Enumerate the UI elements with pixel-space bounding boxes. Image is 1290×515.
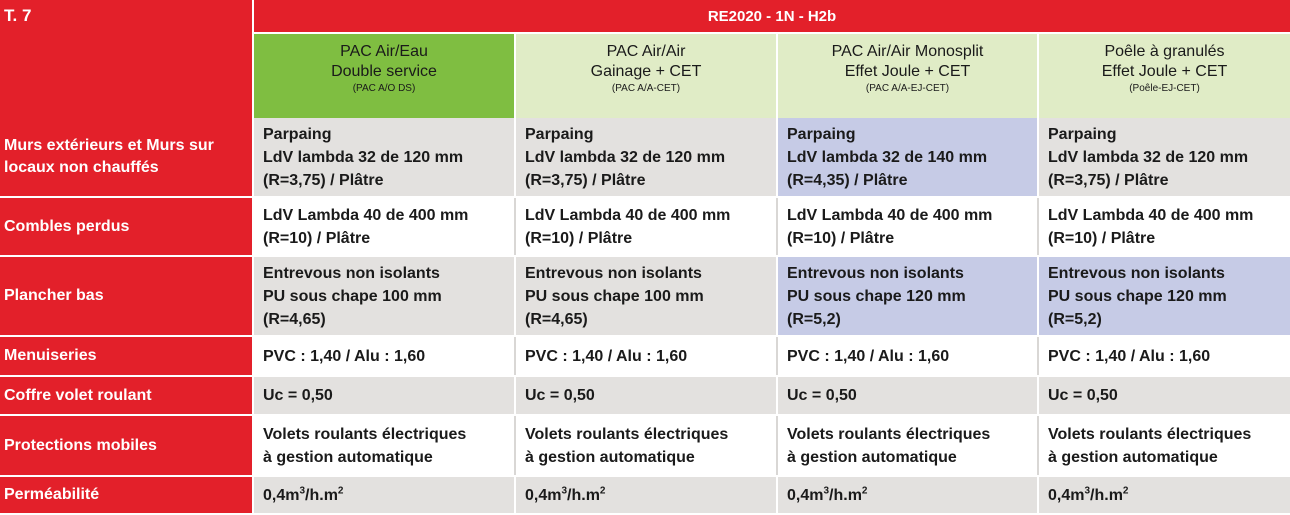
column-header <box>515 33 777 118</box>
column-header <box>253 33 515 118</box>
exponent: 3 <box>561 485 568 497</box>
table-cell <box>1038 376 1290 415</box>
table-cell-highlighted <box>777 118 1038 197</box>
column-header-abbr: (PAC A/A-CET) <box>611 83 681 94</box>
exponent: 2 <box>337 485 344 497</box>
cell-line: (R=10) / Plâtre <box>1048 229 1156 247</box>
column-header-line2: Double service <box>331 63 437 80</box>
cell-line: à gestion automatique <box>1048 448 1218 466</box>
cell-line: PU sous chape 120 mm <box>1048 287 1227 305</box>
table-cell <box>515 256 777 336</box>
column-header <box>1038 33 1290 118</box>
column-header-abbr: (PAC A/A-EJ-CET) <box>865 83 950 94</box>
table-cell <box>253 118 515 197</box>
value-text: 0,4m <box>1048 486 1085 504</box>
cell-line: Entrevous non isolants <box>263 264 440 282</box>
cell-line: à gestion automatique <box>787 448 957 466</box>
cell-line: PU sous chape 120 mm <box>787 287 966 305</box>
column-header-line2: Effet Joule + CET <box>844 63 971 80</box>
cell-line: Volets roulants électriques <box>525 425 729 443</box>
table-cell <box>515 197 777 256</box>
row-label-line: locaux non chauffés <box>4 159 159 176</box>
column-header-line1: PAC Air/Eau <box>340 43 428 60</box>
column-header-line1: PAC Air/Air <box>606 43 686 60</box>
cell-line: Parpaing <box>1048 125 1117 143</box>
table-cell <box>1038 415 1290 476</box>
row-label-line: Perméabilité <box>4 486 100 503</box>
row-label-line: Murs extérieurs et Murs sur <box>4 137 214 154</box>
cell-line: Volets roulants électriques <box>263 425 467 443</box>
cell-line: LdV lambda 32 de 120 mm <box>263 148 464 166</box>
column-header <box>777 33 1038 118</box>
table-cell <box>777 415 1038 476</box>
exponent: 2 <box>861 485 868 497</box>
table-cell-highlighted <box>777 256 1038 336</box>
cell-line: Parpaing <box>525 125 594 143</box>
table-cell <box>515 118 777 197</box>
row-label-line: Combles perdus <box>4 217 130 235</box>
value-text: /h.m <box>305 486 338 504</box>
exponent: 3 <box>1084 485 1091 497</box>
cell-line: Volets roulants électriques <box>787 425 991 443</box>
cell-line: Uc = 0,50 <box>263 387 333 404</box>
table-cell <box>253 197 515 256</box>
table-cell-highlighted <box>1038 256 1290 336</box>
cell-line: LdV Lambda 40 de 400 mm <box>1048 206 1254 224</box>
cell-line <box>263 484 514 507</box>
cell-line: (R=4,65) <box>525 310 588 328</box>
cell-line: Uc = 0,50 <box>525 387 595 404</box>
cell-line: Uc = 0,50 <box>1048 387 1118 404</box>
cell-line: (R=5,2) <box>1048 310 1102 328</box>
cell-line: LdV lambda 32 de 140 mm <box>787 148 988 166</box>
table-row <box>0 376 1290 415</box>
row-label <box>0 256 253 336</box>
column-header-line2: Gainage + CET <box>590 63 702 80</box>
cell-line: Uc = 0,50 <box>787 387 857 404</box>
row-label <box>0 197 253 256</box>
row-label <box>0 336 253 376</box>
table-cell <box>1038 476 1290 514</box>
cell-line: (R=3,75) / Plâtre <box>263 171 384 189</box>
cell-line: Volets roulants électriques <box>1048 425 1252 443</box>
table-cell <box>515 476 777 514</box>
cell-line: (R=4,65) <box>263 310 326 328</box>
cell-line: (R=10) / Plâtre <box>787 229 895 247</box>
table-cell <box>777 376 1038 415</box>
table-cell <box>253 336 515 376</box>
row-label-line: Plancher bas <box>4 287 104 304</box>
row-label-line: Protections mobiles <box>4 436 157 454</box>
cell-line: LdV Lambda 40 de 400 mm <box>525 206 731 224</box>
column-header-abbr: (PAC A/O DS) <box>352 83 416 94</box>
table-cell <box>515 415 777 476</box>
cell-line <box>787 484 1037 507</box>
row-label <box>0 415 253 476</box>
exponent: 2 <box>599 485 606 497</box>
column-header-line1: Poêle à granulés <box>1104 43 1225 60</box>
cell-line: (R=10) / Plâtre <box>263 229 371 247</box>
table-cell <box>1038 336 1290 376</box>
cell-line: Entrevous non isolants <box>525 264 702 282</box>
cell-line: LdV lambda 32 de 120 mm <box>525 148 726 166</box>
table-cell <box>777 476 1038 514</box>
table-row <box>0 336 1290 376</box>
table-row <box>0 476 1290 514</box>
table-row <box>0 118 1290 197</box>
column-header-line1: PAC Air/Air Monosplit <box>831 43 984 60</box>
table-cell <box>253 256 515 336</box>
cell-line: Parpaing <box>263 125 332 143</box>
cell-line <box>525 484 776 507</box>
cell-line: PVC : 1,40 / Alu : 1,60 <box>525 347 688 365</box>
table-cell <box>777 336 1038 376</box>
cell-line: (R=5,2) <box>787 310 841 328</box>
cell-line: Entrevous non isolants <box>787 264 964 282</box>
value-text: 0,4m <box>787 486 824 504</box>
cell-line: (R=3,75) / Plâtre <box>525 171 646 189</box>
row-label-line: Coffre volet roulant <box>4 386 152 404</box>
table-cell <box>253 415 515 476</box>
cell-line: PVC : 1,40 / Alu : 1,60 <box>263 347 426 365</box>
cell-line: LdV Lambda 40 de 400 mm <box>787 206 993 224</box>
exponent: 3 <box>823 485 830 497</box>
exponent: 2 <box>1122 485 1129 497</box>
cell-line: à gestion automatique <box>263 448 433 466</box>
cell-line <box>1048 484 1290 507</box>
row-label-line: Menuiseries <box>4 347 97 364</box>
value-text: 0,4m <box>263 486 300 504</box>
cell-line: Entrevous non isolants <box>1048 264 1225 282</box>
cell-line: (R=10) / Plâtre <box>525 229 633 247</box>
table-cell <box>777 197 1038 256</box>
table-cell <box>515 376 777 415</box>
value-text: /h.m <box>1090 486 1123 504</box>
cell-line: (R=4,35) / Plâtre <box>787 171 908 189</box>
column-header-line2: Effet Joule + CET <box>1101 63 1228 80</box>
cell-line: PU sous chape 100 mm <box>263 287 442 305</box>
table-cell <box>1038 118 1290 197</box>
cell-line: LdV lambda 32 de 120 mm <box>1048 148 1249 166</box>
table-cell <box>253 476 515 514</box>
cell-line: PU sous chape 100 mm <box>525 287 704 305</box>
cell-line: PVC : 1,40 / Alu : 1,60 <box>1048 347 1211 365</box>
table-cell <box>1038 197 1290 256</box>
exponent: 3 <box>299 485 306 497</box>
table-row <box>0 415 1290 476</box>
table-cell <box>515 336 777 376</box>
cell-line: LdV Lambda 40 de 400 mm <box>263 206 469 224</box>
cell-line: Parpaing <box>787 125 856 143</box>
cell-line: à gestion automatique <box>525 448 695 466</box>
table-row <box>0 197 1290 256</box>
value-text: /h.m <box>567 486 600 504</box>
cell-line: (R=3,75) / Plâtre <box>1048 171 1169 189</box>
table-row <box>0 256 1290 336</box>
value-text: /h.m <box>829 486 862 504</box>
table-cell <box>253 376 515 415</box>
row-label <box>0 118 253 197</box>
column-header-abbr: (Poêle-EJ-CET) <box>1129 83 1200 94</box>
cell-line: PVC : 1,40 / Alu : 1,60 <box>787 347 950 365</box>
value-text: 0,4m <box>525 486 562 504</box>
table-caption: RE2020 - 1N - H2b <box>253 0 1290 33</box>
row-label <box>0 476 253 514</box>
row-label <box>0 376 253 415</box>
table-label: T. 7 <box>0 0 253 118</box>
